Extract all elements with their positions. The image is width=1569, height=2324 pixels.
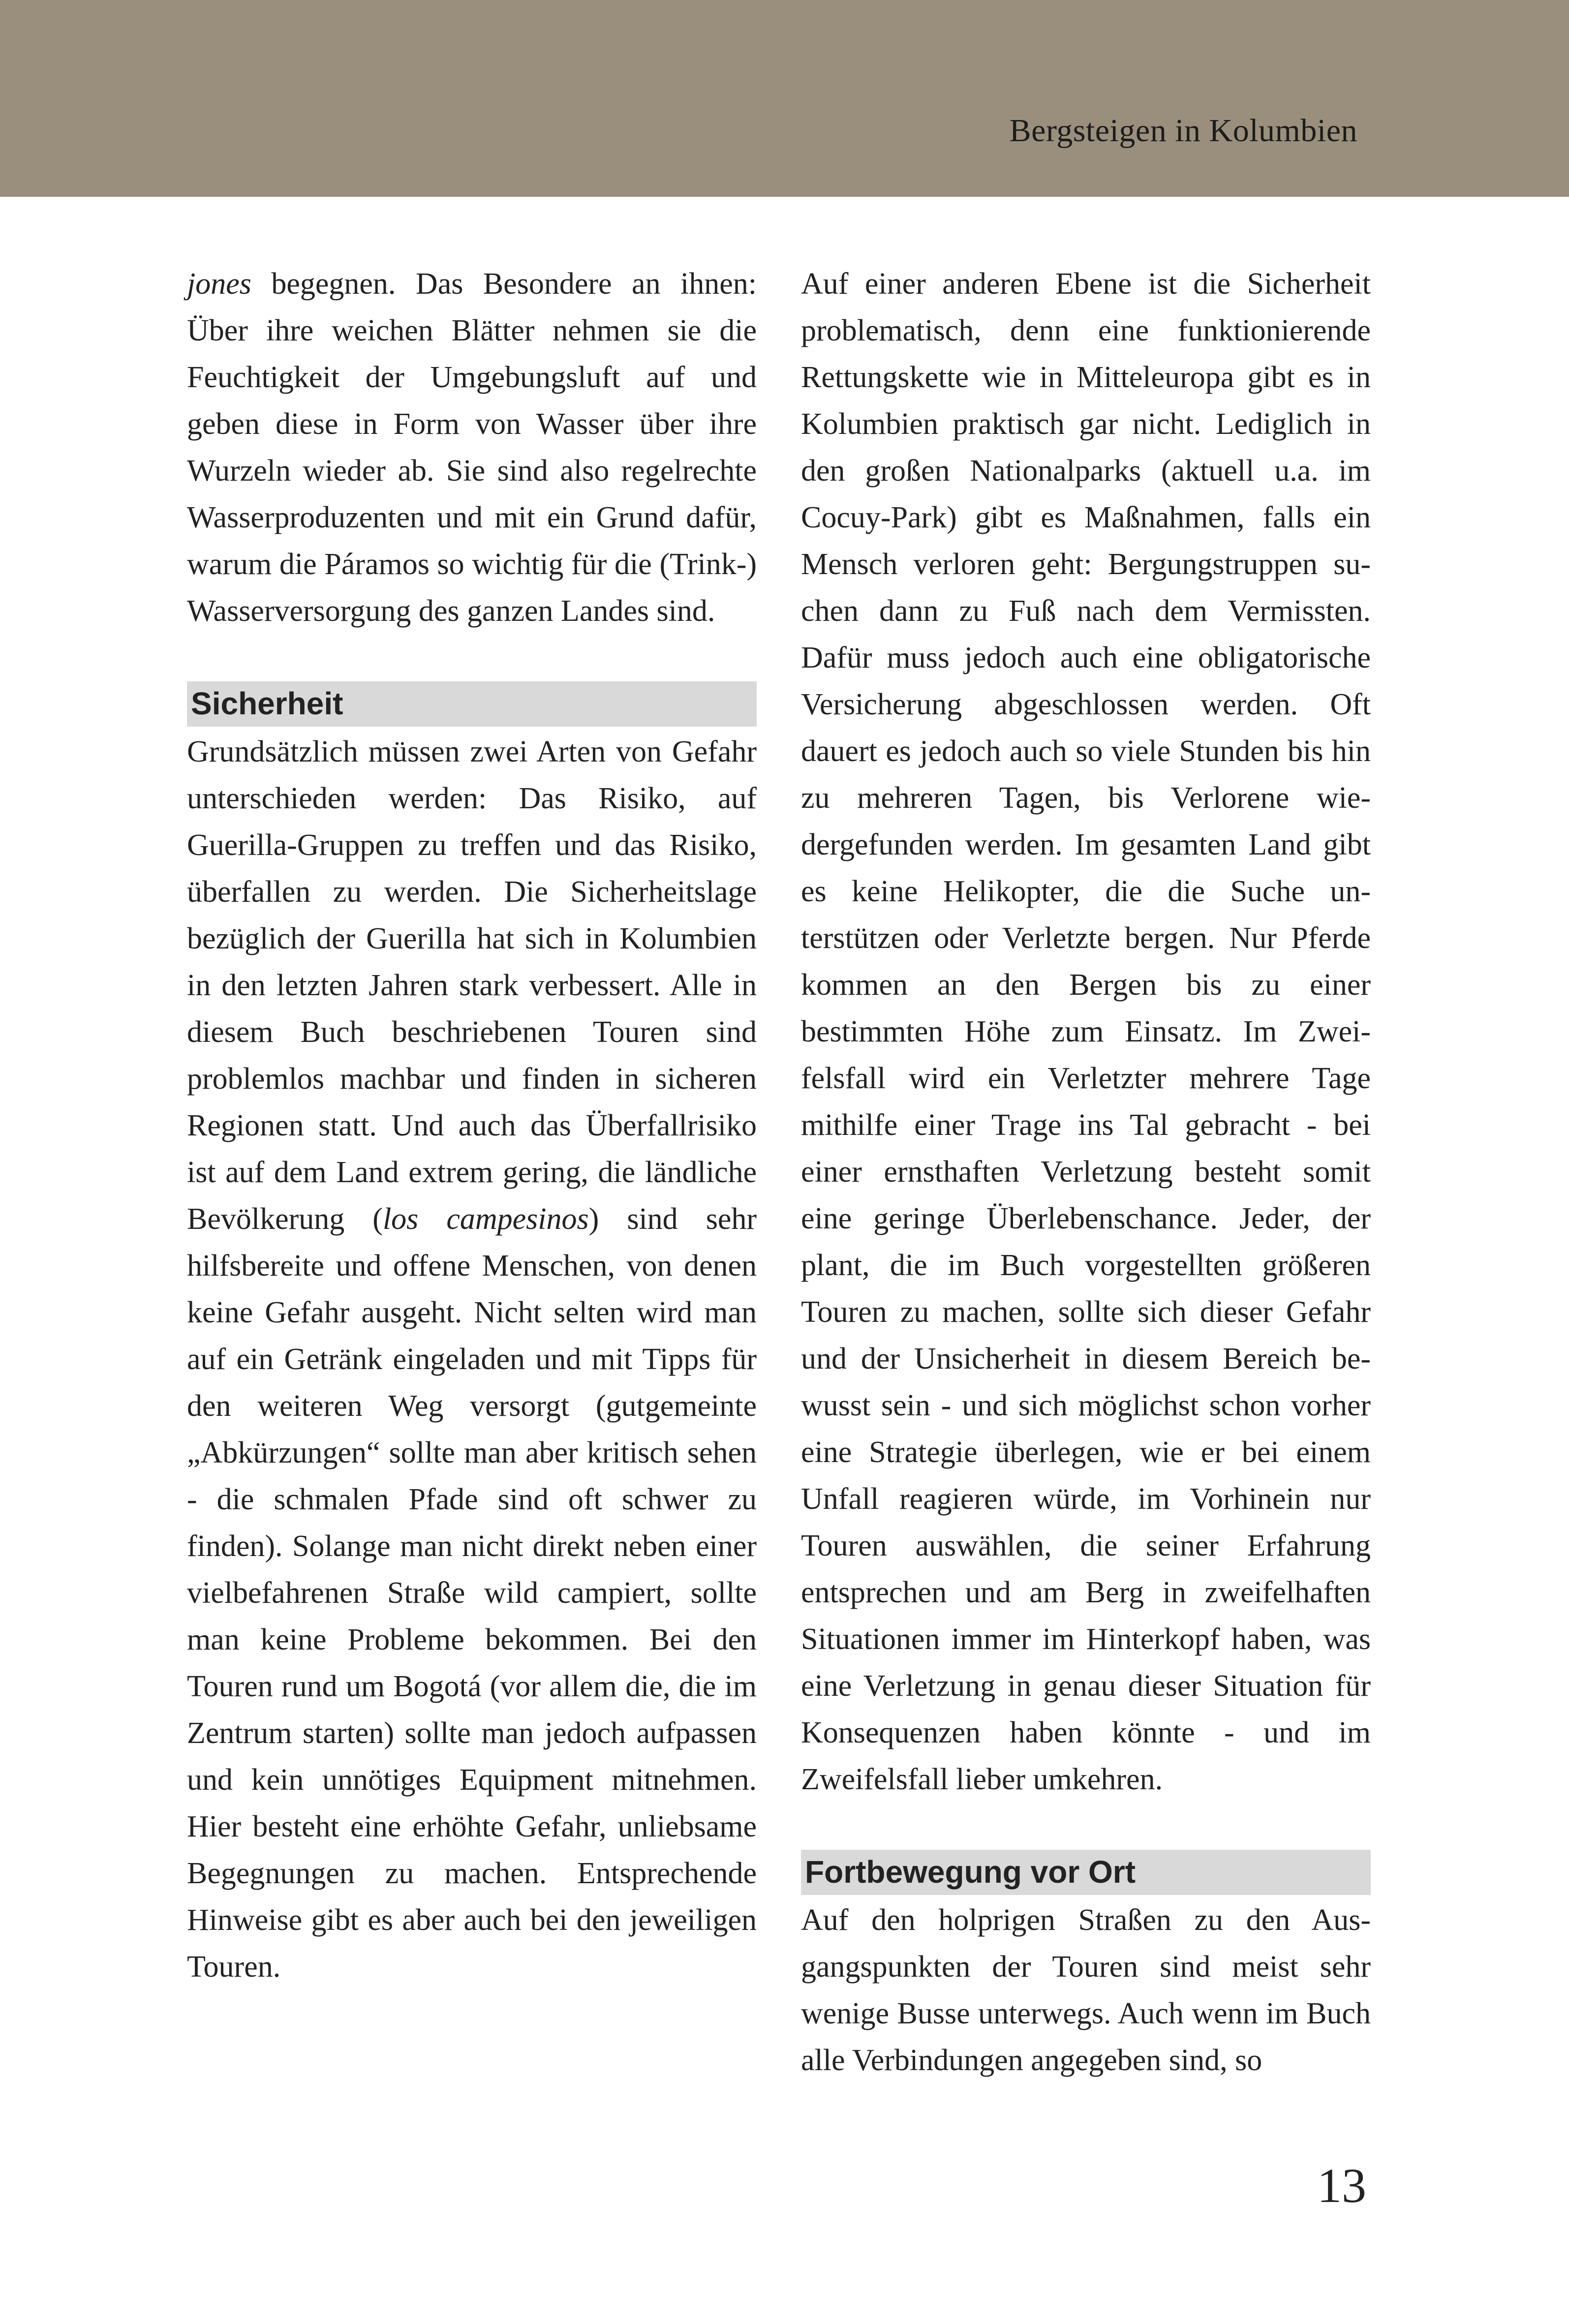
running-title: Bergsteigen in Kolumbien	[1009, 113, 1357, 149]
intro-text: begegnen. Das Besondere an ihnen: Über ihre weichen Blätter nehmen sie die Feuchtigkeit der Umgebungsluft auf und geben diese in Form von Wasser über ihre Wurzeln wieder ab. Sie sind also regelrechte Wasserproduzenten und mit ein Grund dafür, warum die Páramos so wichtig für die (Trink-) Wasserversorgung des ganzen Landes sind.	[187, 267, 757, 628]
sicherheit-paragraph	[187, 729, 757, 1990]
page-number: 13	[1317, 2158, 1366, 2213]
section-heading-sicherheit: Sicherheit	[187, 681, 757, 727]
sicherheit-italic: los campesinos	[382, 1202, 589, 1236]
left-column	[187, 261, 757, 1990]
fortbewegung-paragraph: Auf den holprigen Straßen zu den Ausgangspunkten der Touren sind meist sehr wenige Busse unterwegs. Auch wenn im Buch alle Verbindungen angegeben sind, so	[801, 1903, 1371, 2077]
rescue-paragraph: Auf einer anderen Ebene ist die Sicherheit problematisch, denn eine funktionierende Rettungskette wie in Mitteleuropa gibt es in Kolumbien praktisch gar nicht. Lediglich in den großen Nationalparks (aktuell u.a. im Cocuy-Park) gibt es Maßnahmen, falls ein Mensch verloren geht: Bergungstruppen suchen dann zu Fuß nach dem Vermissten. Dafür muss jedoch auch eine obligatorische Versicherung abgeschlossen werden. Oft dauert es jedoch auch so viele Stunden bis hin zu mehreren Tagen, bis Verlorene wiedergefunden werden. Im gesamten Land gibt es keine Helikopter, die die Suche unterstützen oder Verletzte bergen. Nur Pferde kommen an den Bergen bis zu einer bestimmten Höhe zum Einsatz. Im Zweifelsfall wird ein Verletzter mehrere Tage mithilfe einer Trage ins Tal gebracht - bei einer ernsthaften Verletzung besteht somit eine geringe Überlebenschance. Jeder, der plant, die im Buch vorgestellten größeren Touren zu machen, sollte sich dieser Gefahr und der Unsicherheit in diesem Bereich bewusst sein - und sich möglichst schon vorher eine Strategie überlegen, wie er bei einem Unfall reagieren würde, im Vorhinein nur Touren auswählen, die seiner Erfahrung entsprechen und am Berg in zweifelhaften Situationen immer im Hinterkopf haben, was eine Verletzung in genau dieser Situation für Konsequenzen haben könnte - und im Zweifelsfall lieber umkehren.	[801, 267, 1371, 1796]
section-heading-fortbewegung: Fortbewegung vor Ort	[801, 1850, 1371, 1895]
right-column	[801, 261, 1371, 2084]
italic-lead: jones	[187, 267, 251, 301]
intro-paragraph	[187, 261, 757, 635]
sicherheit-text-part2: ) sind sehr hilfsbereite und offene Menschen, von denen keine Gefahr ausgeht. Nicht selten wird man auf ein Getränk eingeladen und mit Tipps für den weiteren Weg versorgt (gutgemeinte „Abkürzungen“ sollte man aber kritisch sehen - die schmalen Pfade sind oft schwer zu finden). Solange man nicht direkt neben einer vielbefahrenen Straße wild campiert, sollte man keine Probleme bekommen. Bei den Touren rund um Bogotá (vor allem die, die im Zentrum starten) sollte man jedoch aufpassen und kein unnötiges Equipment mitnehmen. Hier besteht eine erhöhte Gefahr, unliebsame Begegnungen zu machen. Entsprechende Hinweise gibt es aber auch bei den jeweiligen Touren.	[187, 1202, 757, 1984]
sicherheit-text-part1: Grundsätzlich müssen zwei Arten von Gefahr unterschieden werden: Das Risiko, auf Guerilla-Gruppen zu treffen und das Risiko, überfallen zu werden. Die Sicherheitslage bezüglich der Guerilla hat sich in Kolumbien in den letzten Jahren stark verbessert. Alle in diesem Buch beschriebenen Touren sind problemlos machbar und finden in sicheren Regionen statt. Und auch das Überfallrisiko ist auf dem Land extrem gering, die ländliche Bevölkerung (	[187, 735, 757, 1236]
header-band	[0, 0, 1569, 197]
